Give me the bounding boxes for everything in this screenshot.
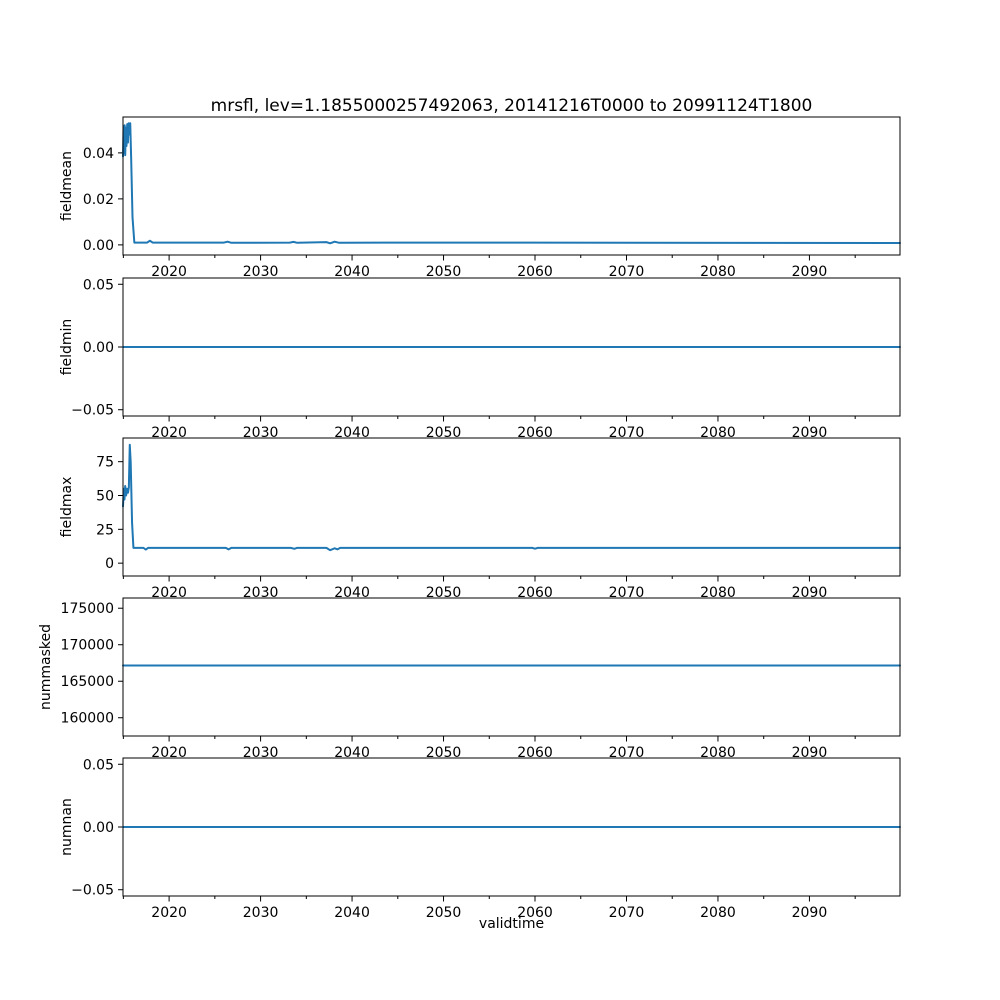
subplot-fieldmin <box>0 273 1000 443</box>
x-tick-label: 2090 <box>791 425 828 441</box>
y-tick-label: 0.04 <box>82 145 114 162</box>
y-ticks <box>71 757 123 898</box>
x-tick-label: 2020 <box>151 425 187 441</box>
y-tick-label: 175000 <box>60 601 114 618</box>
y-tick-label: 0.00 <box>82 340 114 356</box>
x-tick-label: 2060 <box>517 264 553 280</box>
x-tick-label: 2060 <box>517 905 553 921</box>
x-tick-label: 2030 <box>242 264 279 280</box>
axes-frame <box>123 438 900 576</box>
x-tick-label: 2040 <box>334 905 370 921</box>
ylabel-numnan: numnan <box>59 798 75 856</box>
x-tick-label: 2080 <box>700 264 736 280</box>
x-tick-label: 2030 <box>242 585 279 601</box>
x-tick-label: 2050 <box>425 585 462 601</box>
y-tick-label: 160000 <box>60 710 114 727</box>
y-ticks <box>83 146 123 254</box>
x-tick-label: 2090 <box>791 745 828 761</box>
x-tick-label: 2050 <box>425 425 462 441</box>
y-tick-label: 0.05 <box>82 757 114 774</box>
x-tick-label: 2020 <box>151 585 187 601</box>
y-tick-label: 75 <box>96 454 114 471</box>
subplot-numnan <box>0 753 1000 923</box>
x-tick-label: 2080 <box>700 745 736 761</box>
x-tick-label: 2070 <box>608 425 645 441</box>
ylabel-nummasked: nummasked <box>38 623 54 711</box>
x-tick-label: 2020 <box>151 745 187 761</box>
x-tick-label: 2050 <box>425 905 462 921</box>
y-ticks <box>96 455 123 572</box>
y-ticks <box>61 601 123 727</box>
y-tick-label: 170000 <box>60 637 114 654</box>
subplot-fieldmax <box>0 433 1000 603</box>
x-tick-label: 2080 <box>700 585 736 601</box>
axes-frame <box>123 117 900 255</box>
data-line <box>123 123 900 243</box>
y-tick-label: 25 <box>96 522 114 539</box>
y-tick-label: −0.05 <box>71 882 114 899</box>
x-tick-label: 2040 <box>334 425 370 441</box>
y-tick-label: 0.02 <box>82 191 114 208</box>
x-tick-label: 2020 <box>151 264 187 280</box>
x-tick-label: 2070 <box>608 905 645 921</box>
ylabel-fieldmin: fieldmin <box>59 318 75 376</box>
x-tick-label: 2070 <box>608 745 645 761</box>
y-tick-label: −0.05 <box>71 402 114 419</box>
subplot-nummasked <box>0 593 1000 763</box>
x-tick-label: 2040 <box>334 264 370 280</box>
x-tick-label: 2040 <box>334 745 370 761</box>
x-tick-label: 2070 <box>608 264 645 280</box>
x-tick-label: 2040 <box>334 585 370 601</box>
x-tick-label: 2080 <box>700 905 736 921</box>
x-tick-label: 2050 <box>425 745 462 761</box>
y-ticks <box>71 277 123 418</box>
subplot-fieldmean <box>0 112 1000 282</box>
x-tick-label: 2030 <box>242 905 279 921</box>
x-tick-label: 2090 <box>791 585 828 601</box>
y-tick-label: 0 <box>105 556 114 573</box>
x-tick-label: 2060 <box>517 425 553 441</box>
axes-frame <box>123 598 900 736</box>
x-tick-label: 2030 <box>242 745 279 761</box>
y-tick-label: 0.00 <box>82 820 114 836</box>
chart-title: mrsfl, lev=1.1855000257492063, 20141216T0000 to 20991124T1800 <box>210 96 813 116</box>
y-tick-label: 165000 <box>60 674 114 691</box>
ylabel-fieldmean: fieldmean <box>59 151 75 221</box>
y-tick-label: 50 <box>96 488 114 505</box>
x-tick-label: 2070 <box>608 585 645 601</box>
y-tick-label: 0.05 <box>82 277 114 294</box>
y-tick-label: 0.00 <box>82 237 114 254</box>
x-axis-label: validtime <box>478 916 545 932</box>
x-tick-label: 2060 <box>517 745 553 761</box>
x-tick-label: 2050 <box>425 264 462 280</box>
data-line <box>123 445 900 550</box>
x-tick-label: 2080 <box>700 425 736 441</box>
x-tick-label: 2090 <box>791 264 828 280</box>
x-tick-label: 2030 <box>242 425 279 441</box>
x-tick-label: 2020 <box>151 905 187 921</box>
x-tick-label: 2060 <box>517 585 553 601</box>
ylabel-fieldmax: fieldmax <box>59 476 75 538</box>
x-tick-label: 2090 <box>791 905 828 921</box>
